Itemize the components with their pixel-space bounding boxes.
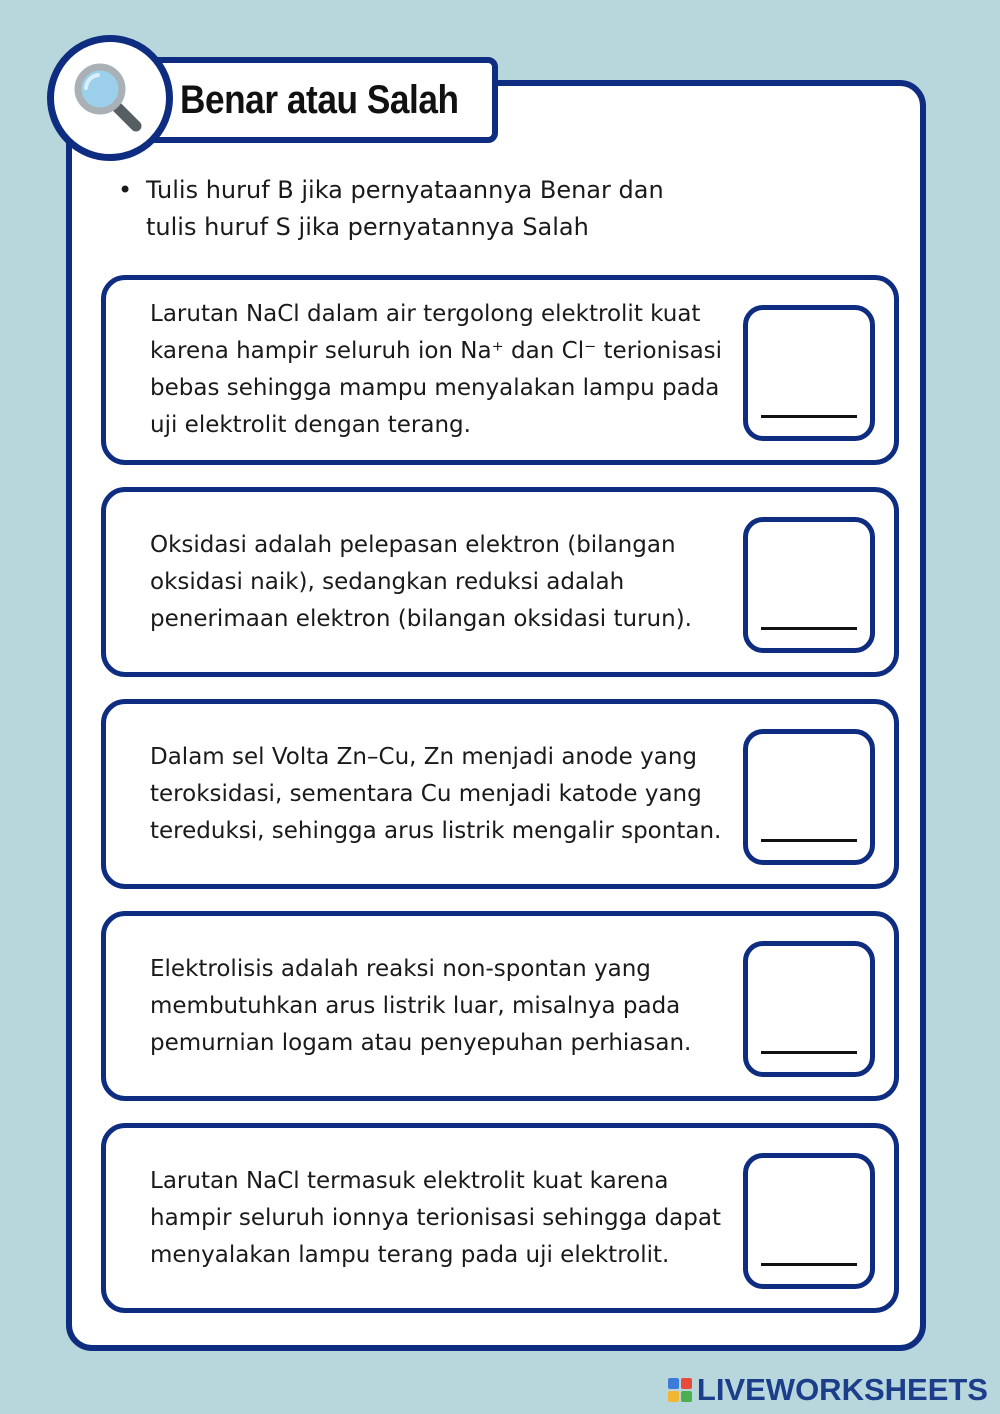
question-statement: Larutan NaCl dalam air tergolong elektrolit kuat karena hampir seluruh ion Na⁺ dan Cl⁻ terionisasi bebas sehingga mampu menyalakan lampu pada uji elektrolit dengan terang.: [150, 301, 723, 438]
question-text-1: [150, 280, 730, 460]
answer-line: [761, 627, 857, 630]
question-box-1: [101, 275, 899, 465]
answer-input-3[interactable]: [743, 729, 875, 865]
answer-line: [761, 839, 857, 842]
brand-name: LIVEWORKSHEETS: [696, 1372, 988, 1407]
answer-line: [761, 1051, 857, 1054]
logo-square: [668, 1391, 679, 1402]
instruction-text: Tulis huruf B jika pernyataannya Benar dan tulis huruf S jika pernyatannya Salah: [146, 176, 664, 241]
answer-input-5[interactable]: [743, 1153, 875, 1289]
answer-input-2[interactable]: [743, 517, 875, 653]
answer-input-1[interactable]: [743, 305, 875, 441]
logo-square: [681, 1378, 692, 1389]
question-text-5: [150, 1128, 730, 1308]
logo-square: [668, 1378, 679, 1389]
question-statement: Dalam sel Volta Zn–Cu, Zn menjadi anode yang teroksidasi, sementara Cu menjadi katode yang tereduksi, sehingga arus listrik mengalir spontan.: [150, 743, 722, 844]
question-statement: Larutan NaCl termasuk elektrolit kuat karena hampir seluruh ionnya terionisasi sehingga dapat menyalakan lampu terang pada uji elektrolit.: [150, 1167, 721, 1268]
answer-line: [761, 1263, 857, 1266]
question-box-4: [101, 911, 899, 1101]
logo-square: [681, 1391, 692, 1402]
question-text-2: [150, 492, 730, 672]
instruction-bullet: •: [118, 176, 133, 204]
title-icon-badge: [47, 35, 173, 161]
magnifying-glass-icon: [70, 58, 150, 138]
liveworksheets-logo-icon: [668, 1378, 692, 1402]
question-box-5: [101, 1123, 899, 1313]
question-box-2: [101, 487, 899, 677]
question-statement: Oksidasi adalah pelepasan elektron (bilangan oksidasi naik), sedangkan reduksi adalah penerimaan elektron (bilangan oksidasi turun).: [150, 531, 692, 632]
answer-line: [761, 415, 857, 418]
brand-footer[interactable]: [668, 1374, 988, 1406]
page-title: Benar atau Salah: [180, 78, 459, 122]
question-box-3: [101, 699, 899, 889]
answer-input-4[interactable]: [743, 941, 875, 1077]
question-text-3: [150, 704, 730, 884]
question-statement: Elektrolisis adalah reaksi non-spontan yang membutuhkan arus listrik luar, misalnya pada pemurnian logam atau penyepuhan perhiasan.: [150, 955, 692, 1056]
question-text-4: [150, 916, 730, 1096]
